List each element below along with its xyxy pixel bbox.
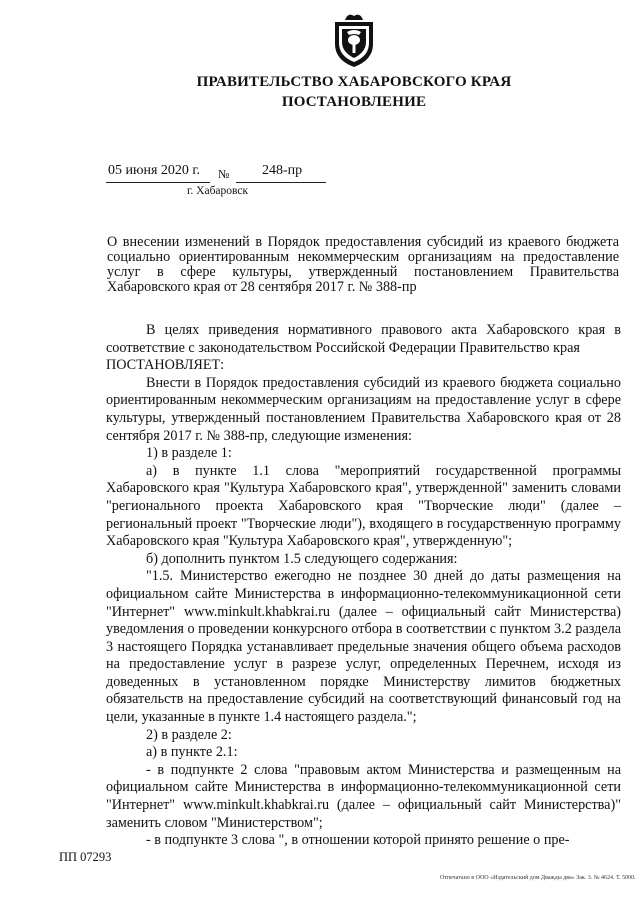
document-body [106,322,621,850]
government-title: ПРАВИТЕЛЬСТВО ХАБАРОВСКОГО КРАЯ [196,74,512,90]
document-code: ПП 07293 [59,850,112,864]
document-date: 05 июня 2020 г. [108,163,201,178]
body-paragraph: В целях приведения нормативного правового акта Хабаровского края в соответствие с законодательством Российской Федерации Правительство края [106,322,621,356]
body-paragraph: 2) в разделе 2: [146,726,232,743]
coat-of-arms-emblem [331,10,377,68]
document-type: ПОСТАНОВЛЕНИЕ [281,94,427,110]
body-paragraph: - в подпункте 2 слова "правовым актом Министерства и размещенным на официальном сайте Министерства в информационно-телекоммуникационной сети "Интернет" www.minkult.khabkrai.ru (далее – официальный сайт Министерства)" заменить словом "Министерством"; [106,761,621,831]
body-paragraph: а) в пункте 2.1: [146,744,238,761]
body-paragraph: - в подпункте 3 слова ", в отношении которой принято решение о пре- [146,832,570,849]
body-paragraph: 1) в разделе 1: [146,445,232,462]
body-paragraph: Внести в Порядок предоставления субсидий из краевого бюджета социально ориентированным некоммерческим организациям на предоставление услуг в сфере культуры, утвержденный постановлением Правительства Хабаровского края от 28 сентября 2017 г. № 388-пр, следующие изменения: [106,374,621,444]
number-underline [236,182,326,183]
document-city: г. Хабаровск [187,185,249,197]
body-paragraph: а) в пункте 1.1 слова "мероприятий государственной программы Хабаровского края "Культура Хабаровского края", утвержденной" заменить словами "регионального проекта Хабаровского края "Творческие люди" (далее – региональный проект "Творческие люди"), входящего в государственную программу Хабаровского края "Культура Хабаровского края", утвержденную"; [106,462,621,550]
printer-imprint: Отпечатано в ООО «Издательский дом Дважды два» Зак. 3. № 4624. Т. 5000. [440,875,636,881]
document-number: 248-пр [262,163,303,178]
number-sign: № [218,167,230,181]
date-underline [106,182,210,183]
resolution-word: ПОСТАНОВЛЯЕТ: [106,357,225,374]
body-paragraph: б) дополнить пунктом 1.5 следующего содержания: [146,550,458,567]
body-paragraph: "1.5. Министерство ежегодно не позднее 30 дней до даты размещения на официальном сайте Министерства в информационно-телекоммуникационной сети "Интернет" www.minkult.khabkrai.ru (далее – официальный сайт Министерства) уведомления о проведении конкурсного отбора в соответствии с пунктом 3.2 раздела 3 настоящего Порядка устанавливает предельные значения общего объема расходов на предоставление услуг в разрезе услуг, определенных Перечнем, исходя из доведенных в установленном порядке Министерству лимитов бюджетных обязательств на предоставление субсидий на соответствующий финансовый год на цели, указанные в пункте 1.4 настоящего раздела."; [106,568,621,726]
document-subject: О внесении изменений в Порядок предоставления субсидий из краевого бюджета социально ориентированным некоммерческим организациям на предоставление услуг в сфере культуры, утвержденный постановлением Правительства Хабаровского края от 28 сентября 2017 г. № 388-пр [107,234,619,295]
